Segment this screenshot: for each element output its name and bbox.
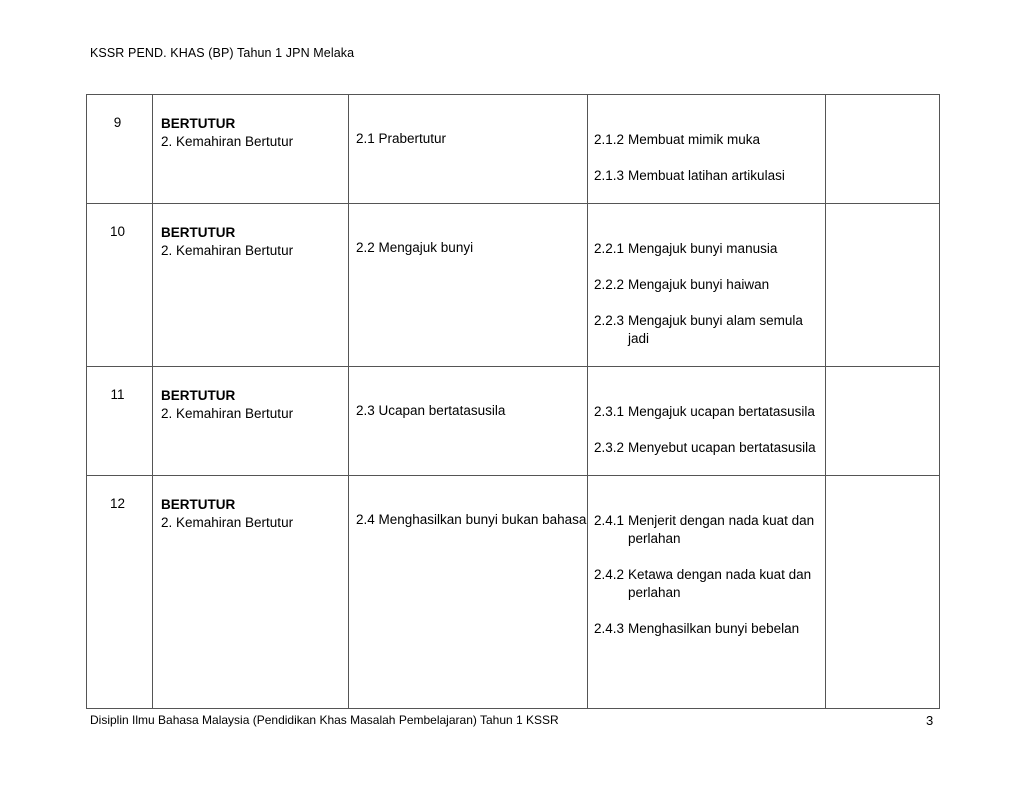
row-number: 11	[87, 367, 153, 476]
item-code: 2.2.2	[594, 277, 625, 292]
item-text: Membuat latihan artikulasi	[628, 168, 785, 183]
item-text: Menghasilkan bunyi bebelan	[628, 621, 800, 636]
item-code: 2.1.2	[594, 132, 625, 147]
list-item	[594, 276, 825, 294]
topic-subtitle: 2. Kemahiran Bertutur	[161, 406, 294, 421]
topic-title: BERTUTUR	[161, 116, 236, 131]
item-text: Membuat mimik muka	[628, 132, 761, 147]
topic-title: BERTUTUR	[161, 388, 236, 403]
page-footer: Disiplin Ilmu Bahasa Malaysia (Pendidikan Khas Masalah Pembelajaran) Tahun 1 KSSR	[90, 713, 559, 727]
page-header: KSSR PEND. KHAS (BP) Tahun 1 JPN Melaka	[90, 46, 355, 60]
list-item	[594, 439, 825, 457]
item-text: Mengajuk bunyi alam semula jadi	[628, 313, 803, 346]
list-item	[594, 620, 825, 638]
learning-standards	[588, 95, 826, 204]
row-number: 9	[87, 95, 153, 204]
item-text: Mengajuk bunyi haiwan	[628, 277, 770, 292]
item-code: 2.4.2	[594, 567, 625, 582]
list-item	[594, 167, 825, 185]
item-text: Menjerit dengan nada kuat dan perlahan	[628, 513, 815, 546]
curriculum-table	[86, 94, 940, 709]
topic-cell	[153, 204, 349, 367]
content-standard: 2.3 Ucapan bertatasusila	[349, 367, 588, 476]
item-text: Mengajuk bunyi manusia	[628, 241, 778, 256]
content-standard: 2.2 Mengajuk bunyi	[349, 204, 588, 367]
row-number: 12	[87, 476, 153, 709]
item-code: 2.3.1	[594, 404, 625, 419]
list-item	[594, 512, 825, 548]
table-row	[87, 367, 940, 476]
list-item	[594, 240, 825, 258]
notes-cell	[826, 367, 940, 476]
topic-cell	[153, 367, 349, 476]
topic-title: BERTUTUR	[161, 225, 236, 240]
learning-standards	[588, 204, 826, 367]
table-row	[87, 95, 940, 204]
topic-subtitle: 2. Kemahiran Bertutur	[161, 243, 294, 258]
notes-cell	[826, 204, 940, 367]
item-code: 2.1.3	[594, 168, 625, 183]
learning-standards	[588, 476, 826, 709]
row-number: 10	[87, 204, 153, 367]
item-text: Ketawa dengan nada kuat dan perlahan	[628, 567, 812, 600]
table-row	[87, 204, 940, 367]
list-item	[594, 312, 825, 348]
item-text: Mengajuk ucapan bertatasusila	[628, 404, 815, 419]
page-number: 3	[926, 713, 934, 728]
table-row	[87, 476, 940, 709]
list-item	[594, 566, 825, 602]
notes-cell	[826, 476, 940, 709]
list-item	[594, 403, 825, 421]
topic-cell	[153, 476, 349, 709]
notes-cell	[826, 95, 940, 204]
item-code: 2.4.1	[594, 513, 625, 528]
topic-title: BERTUTUR	[161, 497, 236, 512]
learning-standards	[588, 367, 826, 476]
item-code: 2.2.3	[594, 313, 625, 328]
topic-subtitle: 2. Kemahiran Bertutur	[161, 134, 294, 149]
content-standard: 2.1 Prabertutur	[349, 95, 588, 204]
list-item	[594, 131, 825, 149]
item-code: 2.3.2	[594, 440, 625, 455]
item-text: Menyebut ucapan bertatasusila	[628, 440, 816, 455]
item-code: 2.4.3	[594, 621, 625, 636]
item-code: 2.2.1	[594, 241, 625, 256]
topic-cell	[153, 95, 349, 204]
content-standard: 2.4 Menghasilkan bunyi bukan bahasa	[349, 476, 588, 709]
topic-subtitle: 2. Kemahiran Bertutur	[161, 515, 294, 530]
